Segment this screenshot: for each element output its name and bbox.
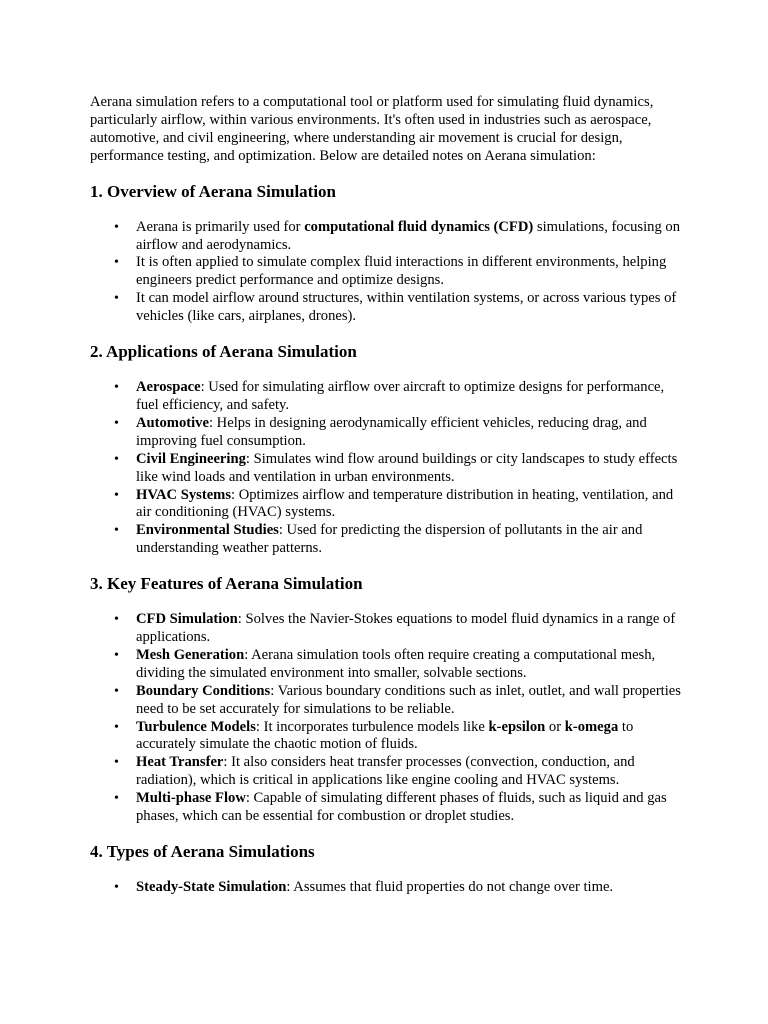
bullet-icon: • xyxy=(114,291,119,307)
bullet-icon: • xyxy=(114,487,119,503)
bullet-icon: • xyxy=(114,380,119,396)
bullet-icon: • xyxy=(114,719,119,735)
key-features-list xyxy=(90,611,690,826)
list-item: • Mesh Generation: Aerana simulation tools often require creating a computational mesh, dividing the simulated environment into smaller, solvable sections. xyxy=(114,646,656,681)
list-item: • Aerospace: Used for simulating airflow over aircraft to optimize designs for performance, fuel efficiency, and safety. xyxy=(114,379,665,413)
list-item: • Automotive: Helps in designing aerodynamically efficient vehicles, reducing drag, and improving fuel consumption. xyxy=(114,414,647,449)
bullet-icon: • xyxy=(114,683,119,699)
section-heading-overview: 1. Overview of Aerana Simulation xyxy=(90,181,337,201)
list-item: • Environmental Studies: Used for predicting the dispersion of pollutants in the air and understanding weather patterns. xyxy=(114,522,643,557)
bullet-icon: • xyxy=(114,219,119,235)
list-item: • Aerana is primarily used for computational fluid dynamics (CFD) simulations, focusing on airflow and aerodynamics. xyxy=(114,218,680,253)
list-item: • It is often applied to simulate complex fluid interactions in different environments, helping engineers predict performance and optimize designs. xyxy=(114,254,667,289)
intro-paragraph: Aerana simulation refers to a computational tool or platform used for simulating fluid dynamics, particularly airflow, within various environments. It's often used in industries such as aerospace, automotive, and civil engineering, where understanding air movement is crucial for design, performance testing, and optimization. Below are detailed notes on Aerana simulation: xyxy=(90,94,654,164)
bullet-icon: • xyxy=(114,451,119,467)
list-item: • HVAC Systems: Optimizes airflow and temperature distribution in heating, ventilation, and air conditioning (HVAC) systems. xyxy=(114,486,674,521)
bullet-icon: • xyxy=(114,523,119,539)
bullet-icon: • xyxy=(114,255,119,271)
list-item: • Turbulence Models: It incorporates turbulence models like k-epsilon or k-omega to accurately simulate the chaotic motion of fluids. xyxy=(114,718,634,753)
list-item: • Steady-State Simulation: Assumes that fluid properties do not change over time. xyxy=(114,879,614,895)
bullet-icon: • xyxy=(114,647,119,663)
bullet-icon: • xyxy=(114,612,119,628)
list-item: • It can model airflow around structures, within ventilation systems, or across various types of vehicles (like cars, airplanes, drones). xyxy=(114,290,677,325)
bullet-icon: • xyxy=(114,755,119,771)
list-item: • Heat Transfer: It also considers heat transfer processes (convection, conduction, and radiation), which is critical in applications like engine cooling and HVAC systems. xyxy=(114,754,635,789)
list-item: • CFD Simulation: Solves the Navier-Stokes equations to model fluid dynamics in a range of applications. xyxy=(114,611,676,646)
bullet-icon: • xyxy=(114,880,119,895)
list-item: • Boundary Conditions: Various boundary conditions such as inlet, outlet, and wall properties need to be set accurately for simulations to be reliable. xyxy=(114,682,681,717)
section-heading-applications: 2. Applications of Aerana Simulation xyxy=(90,342,357,362)
document-page xyxy=(90,94,690,897)
section-heading-key-features: 3. Key Features of Aerana Simulation xyxy=(90,574,363,594)
list-item: • Civil Engineering: Simulates wind flow around buildings or city landscapes to study effects like wind loads and ventilation in urban environments. xyxy=(114,450,678,485)
bullet-icon: • xyxy=(114,415,119,431)
applications-list xyxy=(90,379,690,558)
list-item: • Multi-phase Flow: Capable of simulating different phases of fluids, such as liquid and gas phases, which can be essential for combustion or droplet studies. xyxy=(114,790,667,825)
section-heading-types: 4. Types of Aerana Simulations xyxy=(90,842,315,861)
overview-list xyxy=(90,219,690,326)
bullet-icon: • xyxy=(114,791,119,807)
types-list xyxy=(90,879,690,897)
